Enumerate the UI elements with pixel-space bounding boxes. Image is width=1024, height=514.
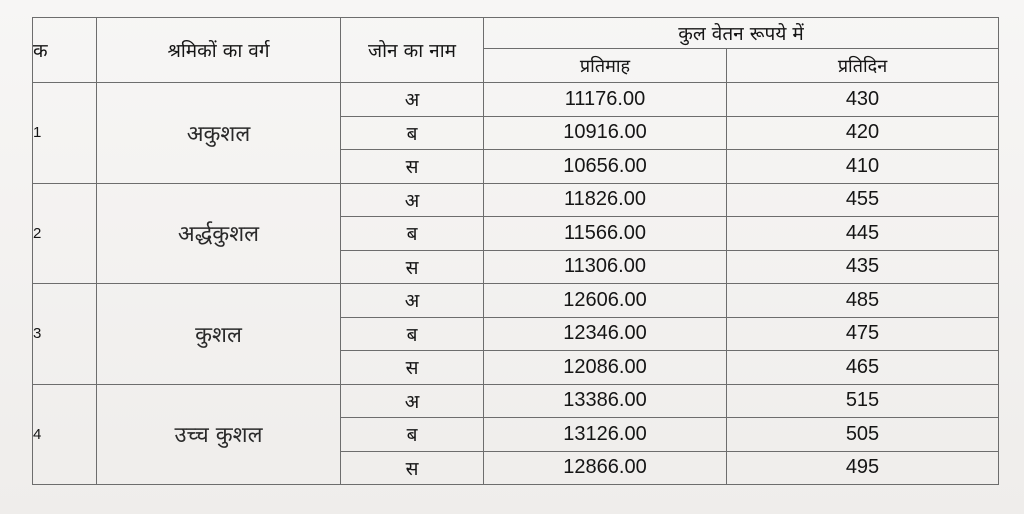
daily-wage-cell: 515 bbox=[727, 384, 999, 418]
header-per-day: प्रतिदिन bbox=[727, 49, 999, 83]
zone-cell: अ bbox=[341, 183, 484, 217]
daily-wage-cell: 420 bbox=[727, 116, 999, 150]
monthly-wage-cell: 12866.00 bbox=[484, 451, 727, 485]
zone-cell: अ bbox=[341, 83, 484, 117]
category-cell: अर्द्धकुशल bbox=[97, 183, 341, 284]
serial-cell: 3 bbox=[33, 284, 97, 385]
serial-cell: 2 bbox=[33, 183, 97, 284]
zone-cell: ब bbox=[341, 217, 484, 251]
zone-cell: स bbox=[341, 351, 484, 385]
monthly-wage-cell: 11826.00 bbox=[484, 183, 727, 217]
monthly-wage-cell: 11176.00 bbox=[484, 83, 727, 117]
daily-wage-cell: 445 bbox=[727, 217, 999, 251]
zone-cell: स bbox=[341, 150, 484, 184]
daily-wage-cell: 505 bbox=[727, 418, 999, 452]
zone-cell: स bbox=[341, 451, 484, 485]
serial-cell: 1 bbox=[33, 83, 97, 184]
table-row bbox=[33, 183, 999, 217]
daily-wage-cell: 430 bbox=[727, 83, 999, 117]
monthly-wage-cell: 11566.00 bbox=[484, 217, 727, 251]
monthly-wage-cell: 13386.00 bbox=[484, 384, 727, 418]
daily-wage-cell: 435 bbox=[727, 250, 999, 284]
zone-cell: ब bbox=[341, 317, 484, 351]
daily-wage-cell: 485 bbox=[727, 284, 999, 318]
monthly-wage-cell: 10656.00 bbox=[484, 150, 727, 184]
zone-cell: ब bbox=[341, 418, 484, 452]
table-row bbox=[33, 284, 999, 318]
category-cell: उच्च कुशल bbox=[97, 384, 341, 485]
header-total-wage: कुल वेतन रूपये में bbox=[484, 18, 999, 49]
daily-wage-cell: 495 bbox=[727, 451, 999, 485]
daily-wage-cell: 465 bbox=[727, 351, 999, 385]
monthly-wage-cell: 13126.00 bbox=[484, 418, 727, 452]
zone-cell: ब bbox=[341, 116, 484, 150]
category-cell: अकुशल bbox=[97, 83, 341, 184]
serial-cell: 4 bbox=[33, 384, 97, 485]
zone-cell: स bbox=[341, 250, 484, 284]
zone-cell: अ bbox=[341, 284, 484, 318]
daily-wage-cell: 410 bbox=[727, 150, 999, 184]
wage-table bbox=[32, 17, 999, 485]
daily-wage-cell: 475 bbox=[727, 317, 999, 351]
monthly-wage-cell: 12606.00 bbox=[484, 284, 727, 318]
header-row bbox=[33, 18, 999, 49]
header-serial: क bbox=[33, 18, 97, 83]
daily-wage-cell: 455 bbox=[727, 183, 999, 217]
monthly-wage-cell: 10916.00 bbox=[484, 116, 727, 150]
header-category: श्रमिकों का वर्ग bbox=[97, 18, 341, 83]
zone-cell: अ bbox=[341, 384, 484, 418]
monthly-wage-cell: 11306.00 bbox=[484, 250, 727, 284]
monthly-wage-cell: 12346.00 bbox=[484, 317, 727, 351]
header-zone: जोन का नाम bbox=[341, 18, 484, 83]
monthly-wage-cell: 12086.00 bbox=[484, 351, 727, 385]
category-cell: कुशल bbox=[97, 284, 341, 385]
header-per-month: प्रतिमाह bbox=[484, 49, 727, 83]
table-row bbox=[33, 83, 999, 117]
table-row bbox=[33, 384, 999, 418]
